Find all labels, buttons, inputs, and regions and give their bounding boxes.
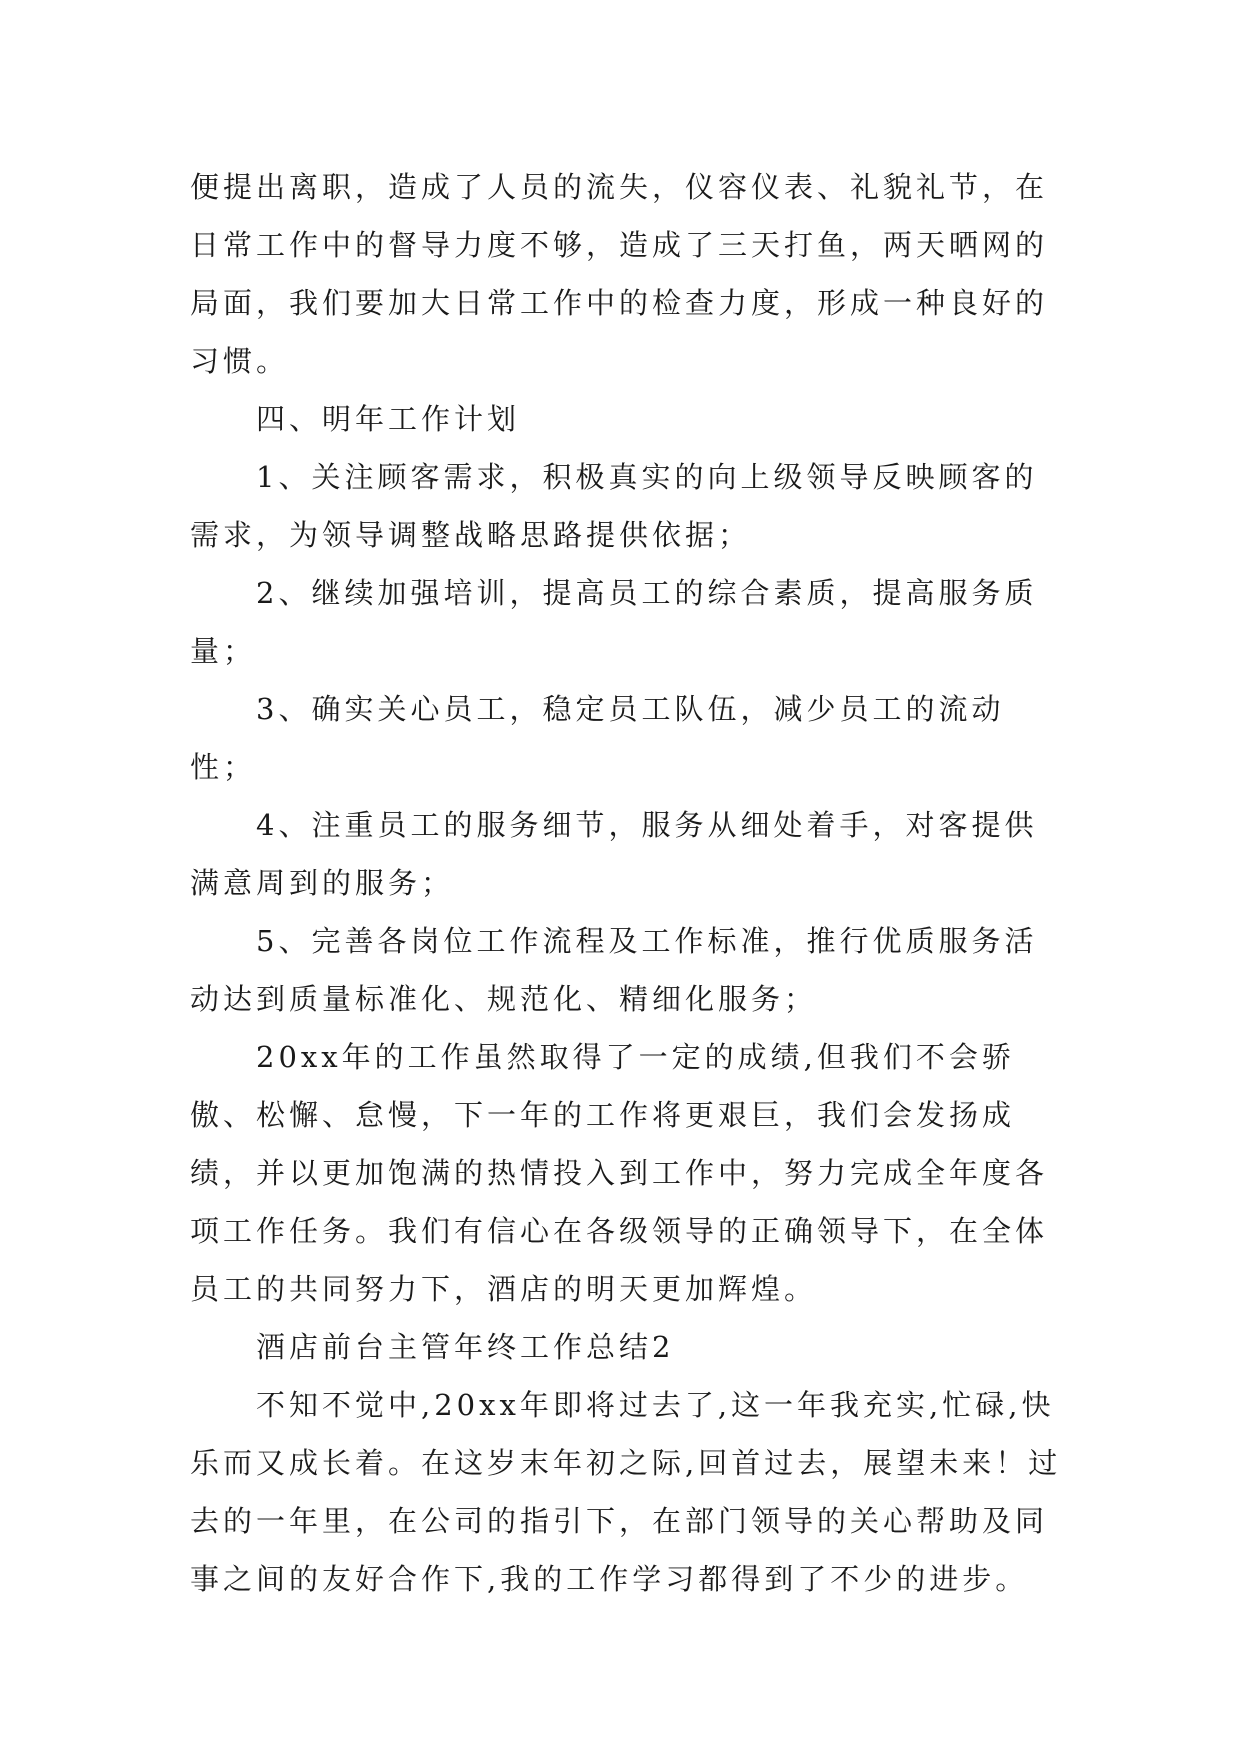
plan-item-3: 3、确实关心员工，稳定员工队伍，减少员工的流动性；	[190, 692, 1005, 784]
plan-item-5: 5、完善各岗位工作流程及工作标准，推行优质服务活动达到质量标准化、规范化、精细化服务；	[190, 924, 1038, 1016]
plan-item-1: 1、关注顾客需求，积极真实的向上级领导反映顾客的需求，为领导调整战略思路提供依据；	[190, 460, 1038, 552]
summary-2-intro: 不知不觉中,20xx年即将过去了,这一年我充实,忙碌,快乐而又成长着。在这岁末年初之际,回首过去，展望未来！过去的一年里，在公司的指引下，在部门领导的关心帮助及同事之间的友好合作下,我的工作学习都得到了不少的进步。	[190, 1388, 1062, 1596]
section-title-summary-2: 酒店前台主管年终工作总结2	[256, 1330, 675, 1364]
section-heading-next-year-plan: 四、明年工作计划	[256, 402, 521, 436]
closing-paragraph: 20xx年的工作虽然取得了一定的成绩,但我们不会骄傲、松懈、怠慢，下一年的工作将更艰巨，我们会发扬成绩，并以更加饱满的热情投入到工作中，努力完成全年度各项工作任务。我们有信心在各级领导的正确领导下，在全体员工的共同努力下，酒店的明天更加辉煌。	[190, 1040, 1049, 1306]
paragraph-continuation: 便提出离职，造成了人员的流失，仪容仪表、礼貌礼节，在日常工作中的督导力度不够，造成了三天打鱼，两天晒网的局面，我们要加大日常工作中的检查力度，形成一种良好的习惯。	[190, 170, 1049, 378]
plan-item-2: 2、继续加强培训，提高员工的综合素质，提高服务质量；	[190, 576, 1038, 668]
document-body	[190, 158, 1070, 1608]
plan-item-4: 4、注重员工的服务细节，服务从细处着手，对客提供满意周到的服务；	[190, 808, 1038, 900]
